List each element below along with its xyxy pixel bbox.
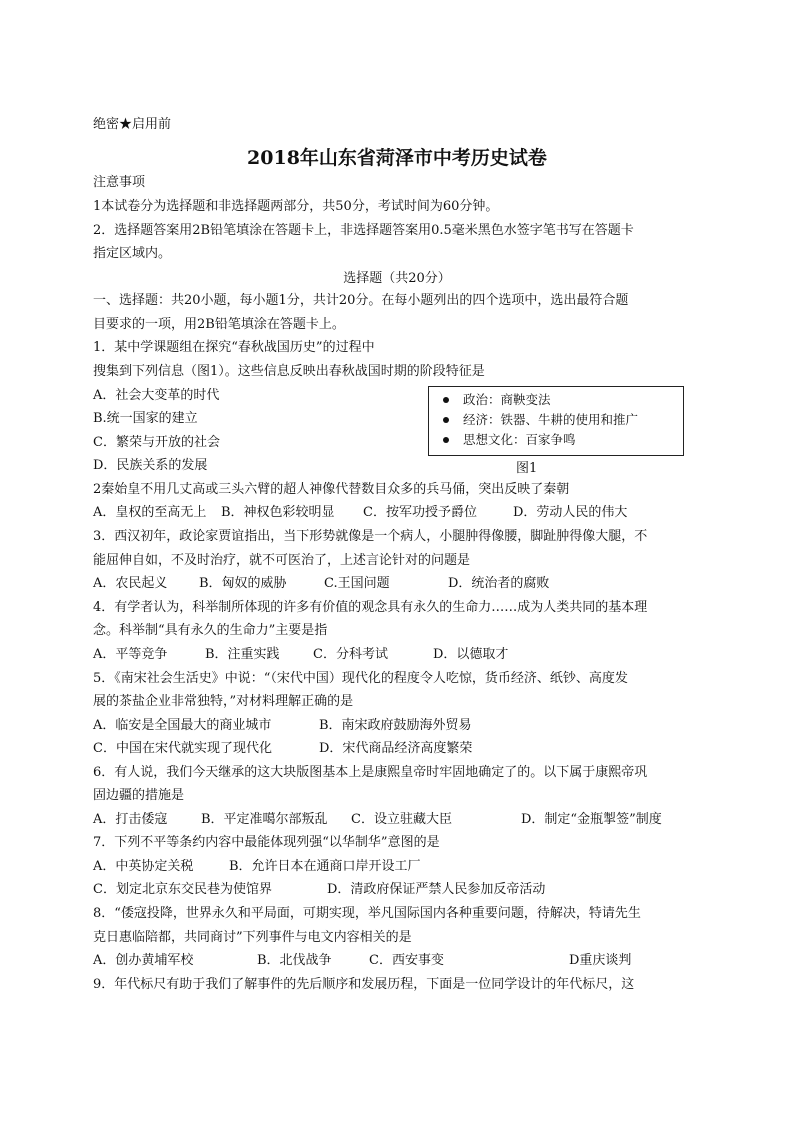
q5-option-c: C．中国在宋代就实现了现代化 bbox=[93, 741, 272, 756]
bullet-icon bbox=[443, 417, 449, 423]
q6-option-a: A．打击倭寇 bbox=[93, 812, 168, 827]
q4-options bbox=[93, 646, 508, 664]
figure-1-box bbox=[428, 386, 684, 456]
bullet-icon bbox=[443, 397, 449, 403]
q1-option-a: A．社会大变革的时代 bbox=[93, 388, 220, 403]
q5-stem-line-2: 展的茶盐企业非常独特，”对材料理解正确的是 bbox=[93, 694, 354, 709]
q2-option-a: A．皇权的至高无上 bbox=[93, 505, 207, 520]
section-title: 选择题（共20分） bbox=[343, 271, 451, 286]
q1-option-b: B.统一国家的建立 bbox=[93, 411, 198, 426]
figure-bullet bbox=[443, 410, 677, 430]
q6-options bbox=[93, 811, 662, 829]
q5-options-row-2 bbox=[93, 740, 472, 758]
q8-option-c: C．西安事变 bbox=[369, 953, 444, 968]
q3-stem-line-1: 3．西汉初年，政论家贾谊指出，当下形势就像是一个病人，小腿肿得像腰，脚趾肿得像大腿，不 bbox=[93, 529, 648, 544]
q5-stem-line-1: 5．《南宋社会生活史》中说：“（宋代中国）现代化的程度令人吃惊，货币经济、纸钞、高度发 bbox=[93, 671, 628, 686]
q1-stem-line-2: 搜集到下列信息（图1）。这些信息反映出春秋战国时期的阶段特征是 bbox=[93, 364, 485, 379]
figure-bullet bbox=[443, 430, 677, 450]
q2-option-b: B．神权色彩较明显 bbox=[221, 505, 335, 520]
q4-stem-line-1: 4．有学者认为，科举制所体现的许多有价值的观念具有永久的生命力……成为人类共同的基本理 bbox=[93, 600, 648, 615]
section-intro-line-2: 目要求的一项，用2B铅笔填涂在答题卡上。 bbox=[93, 317, 345, 332]
q8-options bbox=[93, 952, 631, 970]
q6-option-b: B．平定准噶尔部叛乱 bbox=[201, 812, 328, 827]
figure-bullet-text: 思想文化：百家争鸣 bbox=[463, 432, 576, 447]
q4-option-b: B．注重实践 bbox=[205, 647, 280, 662]
notes-heading: 注意事项 bbox=[93, 175, 146, 190]
page-title: 2018年山东省菏泽市中考历史试卷 bbox=[247, 147, 547, 169]
q1-option-c: C．繁荣与开放的社会 bbox=[93, 435, 220, 450]
secret-mark: 绝密★启用前 bbox=[93, 117, 172, 132]
q7-option-c: C．划定北京东交民巷为使馆界 bbox=[93, 882, 272, 897]
q2-options bbox=[93, 504, 627, 522]
section-intro-line-1: 一、选择题：共20小题，每小题1分，共计20分。在每小题列出的四个选项中，选出最符合题 bbox=[93, 293, 629, 308]
q8-stem-line-1: 8．“倭寇投降，世界永久和平局面，可期实现，举凡国际国内各种重要问题，待解决，特请先生 bbox=[93, 906, 641, 921]
notes-item-2-line-2: 指定区域内。 bbox=[93, 246, 172, 261]
q5-option-d: D．宋代商品经济高度繁荣 bbox=[319, 741, 473, 756]
q5-option-b: B．南宋政府鼓励海外贸易 bbox=[319, 718, 472, 733]
q7-options-row-2 bbox=[93, 881, 545, 899]
q8-stem-line-2: 克日惠临陪都，共同商讨”下列事件与电文内容相关的是 bbox=[93, 930, 412, 945]
figure-bullet-text: 政治：商鞅变法 bbox=[463, 392, 551, 407]
q5-options-row-1 bbox=[93, 717, 472, 735]
q3-option-b: B．匈奴的威胁 bbox=[199, 576, 287, 591]
notes-item-2-line-1: 2．选择题答案用2B铅笔填涂在答题卡上，非选择题答案用0.5毫米黑色水签字笔书写在答题卡 bbox=[93, 223, 634, 238]
q4-option-d: D．以德取才 bbox=[433, 647, 509, 662]
q3-option-c: C.王国问题 bbox=[324, 576, 390, 591]
q4-stem-line-2: 念。科举制“具有永久的生命力”主要是指 bbox=[93, 623, 328, 638]
q7-option-a: A．中英协定关税 bbox=[93, 859, 194, 874]
q5-option-a: A．临安是全国最大的商业城市 bbox=[93, 718, 272, 733]
q3-option-d: D．统治者的腐败 bbox=[448, 576, 550, 591]
q9-stem-line-1: 9．年代标尺有助于我们了解事件的先后顺序和发展历程，下面是一位同学设计的年代标尺，这 bbox=[93, 977, 635, 992]
q2-option-d: D．劳动人民的伟大 bbox=[513, 505, 628, 520]
q8-option-a: A．创办黄埔军校 bbox=[93, 953, 194, 968]
q6-option-d: D．制定“金瓶掣签”制度 bbox=[521, 812, 662, 827]
q8-option-d: D重庆谈判 bbox=[569, 953, 632, 968]
figure-bullet-text: 经济：铁器、牛耕的使用和推广 bbox=[463, 412, 639, 427]
q2-option-c: C．按军功授予爵位 bbox=[363, 505, 477, 520]
figure-1-label: 图1 bbox=[516, 461, 538, 476]
q6-stem-line-2: 固边疆的措施是 bbox=[93, 788, 185, 803]
figure-bullet bbox=[443, 390, 677, 410]
q3-options bbox=[93, 575, 549, 593]
q8-option-b: B．北伐战争 bbox=[257, 953, 332, 968]
q4-option-c: C．分科考试 bbox=[313, 647, 388, 662]
q4-option-a: A．平等竞争 bbox=[93, 647, 168, 662]
q7-option-d: D．清政府保证严禁人民参加反帝活动 bbox=[327, 882, 546, 897]
q2-stem: 2秦始皇不用几丈高或三头六臂的超人神像代替数目众多的兵马俑，突出反映了秦朝 bbox=[93, 482, 570, 497]
q6-stem-line-1: 6．有人说，我们今天继承的这大块版图基本上是康熙皇帝时牢固地确定了的。以下属于康熙帝巩 bbox=[93, 765, 648, 780]
q1-option-d: D．民族关系的发展 bbox=[93, 458, 208, 473]
bullet-icon bbox=[443, 437, 449, 443]
q1-stem-line-1: 1．某中学课题组在探究“春秋战国历史”的过程中 bbox=[93, 340, 375, 355]
notes-item-1: 1本试卷分为选择题和非选择题两部分，共50分，考试时间为60分钟。 bbox=[93, 199, 499, 214]
q7-options-row-1 bbox=[93, 858, 421, 876]
q7-option-b: B．允许日本在通商口岸开设工厂 bbox=[229, 859, 421, 874]
q3-option-a: A．农民起义 bbox=[93, 576, 168, 591]
q7-stem: 7．下列不平等条约内容中最能体现列强“以华制华”意图的是 bbox=[93, 835, 440, 850]
q3-stem-line-2: 能屈伸自如，不及时治疗，就不可医治了，上述言论针对的问题是 bbox=[93, 553, 471, 568]
q6-option-c: C．设立驻藏大臣 bbox=[351, 812, 452, 827]
